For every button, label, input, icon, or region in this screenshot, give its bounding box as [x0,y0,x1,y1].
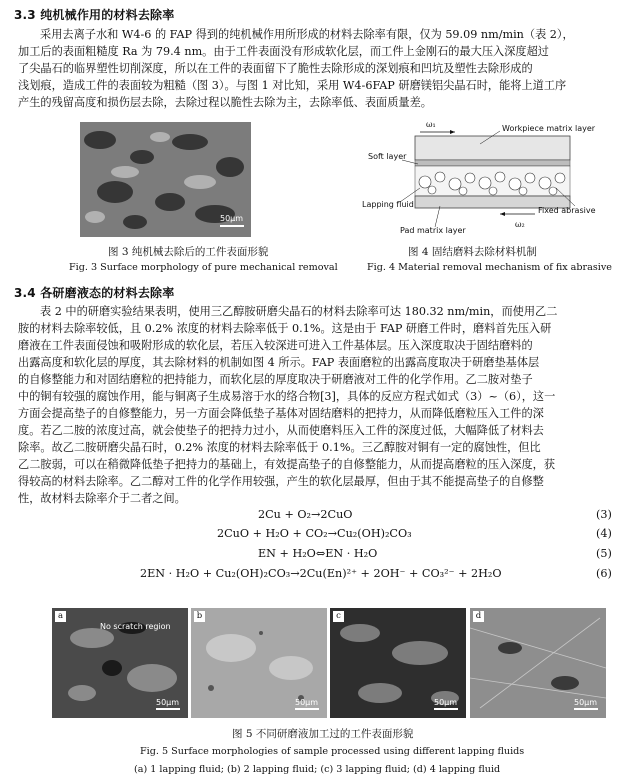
equation-number: (4) [596,527,612,540]
paragraph-line: 加工后的表面粗糙度 Ra 为 79.4 nm。由于工件表面没有形成软化层，而工件上金刚石的最大压入深度超过 [18,45,549,58]
soft-layer-label: Soft layer [368,152,407,161]
scale-label: 50μm [295,698,319,707]
scale-label: 50μm [434,698,458,707]
scale-bar [574,708,598,710]
panel-label: a [55,611,66,622]
workpiece-label: Workpiece matrix layer [502,124,596,133]
equation-6: 2EN · H₂O + Cu₂(OH)₂CO₃→2Cu(En)²⁺ + 2OH⁻ + CO₃²⁻ + 2H₂O [140,567,502,580]
paragraph-line: 了尖晶石的临界塑性切削深度，所以在工件的表面留下了脆性去除形成的深划痕和凹坑及塑性去除形成的 [18,62,533,75]
fig5-panel-b [191,608,327,718]
equation-number: (5) [596,547,612,560]
panel-label: d [473,611,484,622]
scale-bar [156,708,180,710]
paragraph-line: 出露高度和软化层的厚度，其去除材料的机制如图 4 所示。FAP 表面磨粒的出露高度取决于研磨垫基体层 [18,356,540,369]
fixed-abrasive-label: Fixed abrasive [538,206,596,215]
scale-label: 50μm [156,698,180,707]
equation-3: 2Cu + O₂→2CuO [258,508,353,521]
fig4-caption-en: Fig. 4 Material removal mechanism of fix abrasive [367,262,612,273]
paragraph-line: 得较高的材料去除率。乙二醇对工件的化学作用较强，产生的软化层最厚，但由于其不能提高垫子的自修整 [18,475,544,488]
panel-label: b [194,611,205,622]
paragraph-line: 乙二胺弱，可以在稍微降低垫子把持力的基础上，有效提高垫子的自修整能力，从而提高磨粒的压入深度，获 [18,458,556,471]
lapping-fluid-label: Lapping fluid [362,200,414,209]
section-heading-3-3: 3.3 纯机械作用的材料去除率 [14,8,175,22]
scale-bar [295,708,319,710]
paragraph-line: 磨液在工件表面侵蚀和吸附形成的软化层，若压入较深进可进入工件基体层。压入深度取决于固结磨料的 [18,339,533,352]
paragraph-line: 胺的材料去除率较低，且 0.2% 浓度的材料去除率低于 0.1%。这是由于 FAP 研磨工件时，磨料首先压入研 [18,322,552,335]
fig5-panel-d [470,608,606,718]
section-3-3-paragraph [18,26,616,111]
equation-4: 2CuO + H₂O + CO₂→Cu₂(OH)₂CO₃ [217,527,412,540]
paragraph-line: 方面会提高垫子的自修整能力，另一方面会降低垫子基体对固结磨料的把持力，从而降低磨粒压入工件的深 [18,407,544,420]
paragraph-line: 性，故材料去除率介于二者之间。 [18,492,186,505]
section-heading-3-4: 3.4 各研磨液态的材料去除率 [14,286,175,300]
paragraph-line: 度。若乙二胺的浓度过高，就会使垫子的把持力过小，从而使磨料压入工件的深度过低，大幅降低了材料去 [18,424,544,437]
fig5-caption-cn: 图 5 不同研磨液加工过的工件表面形貌 [232,728,414,740]
fig5-caption-en: Fig. 5 Surface morphologies of sample processed using different lapping fluids [140,746,525,757]
scale-bar [434,708,458,710]
fig5-caption-sub: (a) 1 lapping fluid; (b) 2 lapping fluid; (c) 3 lapping fluid; (d) 4 lapping fluid [134,764,501,775]
section-3-4-paragraph [18,303,616,507]
fig3-micrograph [80,122,251,237]
fig4-diagram [360,122,610,240]
no-scratch-annotation: No scratch region [100,622,171,631]
equation-number: (3) [596,508,612,521]
omega1-label: ω₁ [426,120,436,129]
fig3-caption-cn: 图 3 纯机械去除后的工件表面形貌 [108,246,269,258]
fig4-schematic [360,122,610,240]
equation-5: EN + H₂O⇔EN · H₂O [258,547,378,560]
fig5-panel-c [330,608,466,718]
paragraph-line: 产生的残留高度和损伤层去除，去除过程以脆性去除为主，去除率低、表面质量差。 [18,96,432,109]
scale-bar [220,225,244,227]
fig3-caption-en: Fig. 3 Surface morphology of pure mechanical removal [69,262,338,273]
fig5-panel-a [52,608,188,718]
paragraph-line: 的自修整能力和对固结磨粒的把持能力，而软化层的厚度取决于研磨液对工件的化学作用。乙二胺对垫子 [18,373,533,386]
panel-label: c [333,611,344,622]
paragraph-line: 浅划痕，造成工件的表面较为粗糙（图 3）。与图 1 对比知，采用 W4-6FAP 研磨镁铝尖晶石时，能将上道工序 [18,79,567,92]
scale-label: 50μm [574,698,598,707]
pad-matrix-label: Pad matrix layer [400,226,466,235]
paragraph-line: 除率。故乙二胺研磨尖晶石时，0.2% 浓度的材料去除率低于 0.1%。三乙醇胺对铜有一定的腐蚀性，但比 [18,441,541,454]
paragraph-line: 中的铜有较强的腐蚀作用，能与铜离子生成易溶于水的络合物[3]，具体的反应方程式如式（3）~（6），这一 [18,390,556,403]
fig4-caption-cn: 图 4 固结磨料去除材料机制 [408,246,537,258]
omega2-label: ω₂ [515,220,525,229]
paragraph-line: 表 2 中的研磨实验结果表明，使用三乙醇胺研磨尖晶石的材料去除率可达 180.32 nm/min，而使用乙二 [40,305,558,318]
scale-label: 50μm [220,214,244,223]
paragraph-line: 采用去离子水和 W4-6 的 FAP 得到的纯机械作用所形成的材料去除率有限，仅为 59.09 nm/min（表 2）， [40,28,574,41]
equation-number: (6) [596,567,612,580]
